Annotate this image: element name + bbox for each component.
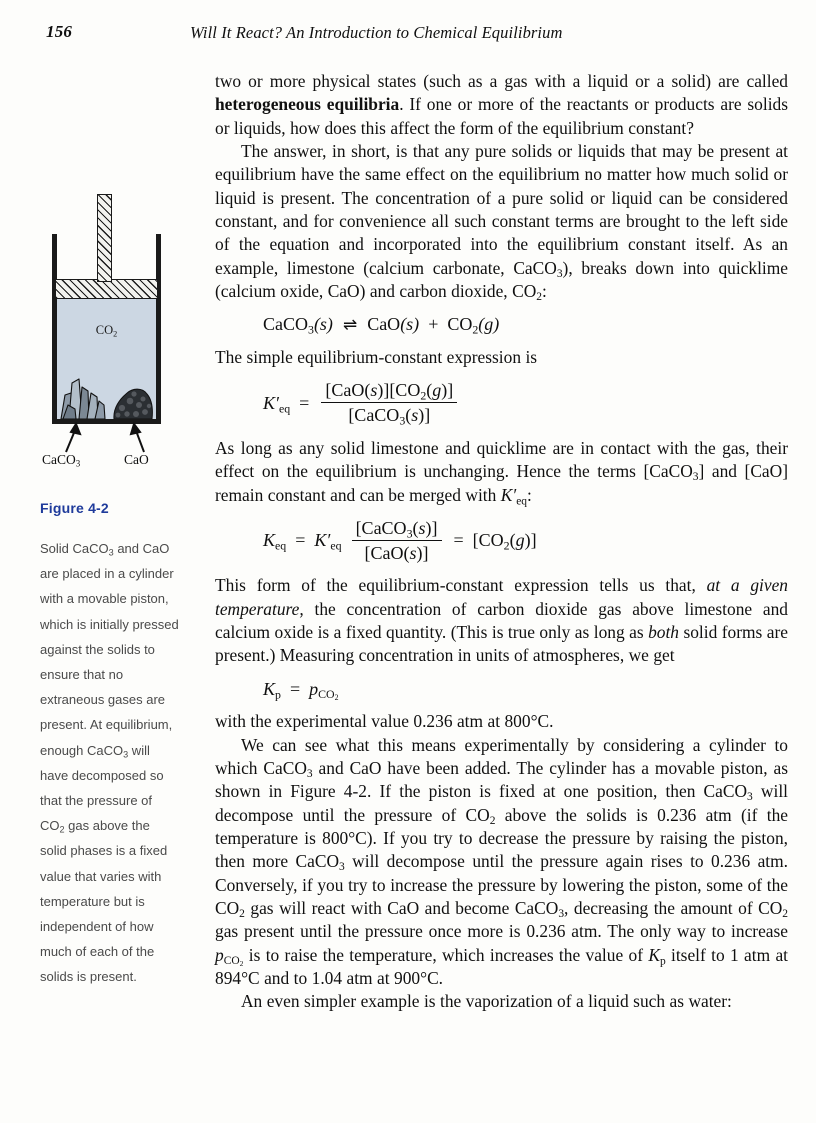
cylinder-wall-right [156,234,161,424]
equation-keq-prime: K′eq = $\frac{[CaO(s)][CO_2(g)]}{[CaCO_3(s)]}$ [263,380,788,425]
paragraph-vaporization: An even simpler example is the vaporization of a liquid such as water: [241,991,732,1012]
figure-species-labels [40,452,190,474]
gas-label: $CO_2$ [95,323,118,339]
caption-text: Solid CaCO$_3$ and CaO are placed in a cylinder with a movable piston, which is initially pressed against the solids to ensure that no extraneous gases are present. At equilibrium, enough CaCO$_3$ will have decomposed so that the pressure of $CO_2$ gas above the solid phases is a fixed value that varies with temperature but is independent of how much of each of the solids is present. [40,541,179,985]
caco3-crystals-icon [59,369,107,419]
piston-rod [97,194,112,282]
paragraph-heterogeneous: two or more physical states (such as a gas with a liquid or a solid) are called heterogeneous equilibria. If one or more of the reactants or products are solids or liquids, how does this affect the form of the equilibrium constant? [215,71,788,138]
paragraph-fixed-quantity: This form of the equilibrium-constant expression tells us that, at a given temperature, the concentration of carbon dioxide gas above limestone and calcium oxide is a fixed quantity. (This is true only as long as both solid forms are present.) Measuring concentration in units of atmospheres, we get [215,575,789,666]
figure-illustration [40,186,190,456]
figure-number: Figure 4-2 [40,500,109,516]
fraction-keq: $\frac{[CaCO_3(s)]}{\text{[CaO(s)]}}$ [352,518,442,563]
paragraph-experimental-value: with the experimental value 0.236 atm at 800°C. [215,711,554,732]
equilibrium-arrow-icon: ⇌ [342,315,358,334]
figure-caption [40,536,180,990]
main-text-column [215,70,788,1014]
equation-keq: Keq = K′eq $\frac{[CaCO_3(s)]}{\text{[CaO(s)]}}$ = $[CO_2(g)]$ [263,517,537,563]
label-caco3: CaCO$_3$ [42,452,81,469]
paragraph-simple-expression: The simple equilibrium-constant expression is [215,347,538,368]
piston-plate [55,279,158,299]
paragraph-merged-terms: As long as any solid limestone and quicklime are in contact with the gas, their effect on the equilibrium is unchanging. Hence the terms [CaCO$_3$] and [CaO] remain constant and can be merged with K′eq: [215,437,788,507]
figure-column [40,186,190,990]
fraction-keq-prime: $\frac{[CaO(s)][CO_2(g)]}{[CaCO_3(s)]}$ [321,380,457,425]
equation-kp: Kp = pCO$_2$ [263,678,339,703]
figure-callout-arrows [40,422,190,456]
page-number: 156 [46,22,73,41]
label-cao: CaO [124,452,149,467]
paragraph-answer: The answer, in short, is that any pure solids or liquids that may be present at equilibrium have the same effect on the equilibrium no matter how much solid or liquid is present. The concentration of a pure solid or liquid can be considered constant, and for convenience all such constant terms are brought to the left side of the equation and incorporated into the equilibrium constant itself. As an example, limestone (calcium carbonate, CaCO$_3$), breaks down into quicklime (calcium oxide, CaO) and carbon dioxide, $CO_2$: [215,141,789,304]
running-head [46,22,770,48]
equation-caco3-decomposition: CaCO$_3$(s) ⇌ CaO(s) + $CO_2(g)$ [263,314,500,337]
paragraph-cylinder-discussion: We can see what this means experimentally by considering a cylinder to which CaCO$_3$ and CaO have been added. The cylinder has a movable piston, as shown in Figure 4-2. If the piston is fixed at one position, then CaCO$_3$ will decompose until the pressure of $CO_2$ above the solids is 0.236 atm (if the temperature is 800°C). If you try to decrease the pressure by raising the piston, then more CaCO$_3$ will decompose until the pressure again rises to 0.236 atm. Conversely, if you try to increase the pressure by lowering the piston, some of the $CO_2$ gas will react with CaO and become CaCO$_3$, decreasing the amount of $CO_2$ gas present until the pressure once more is 0.236 atm. The only way to increase $p_{CO_2}$ is to raise the temperature, which increases the value of Kp itself to 1 atm at 894°C and to 1.04 atm at 900°C. [215,734,789,989]
running-title: Will It React? An Introduction to Chemical Equilibrium [190,23,563,42]
cao-granules-icon [112,382,154,419]
